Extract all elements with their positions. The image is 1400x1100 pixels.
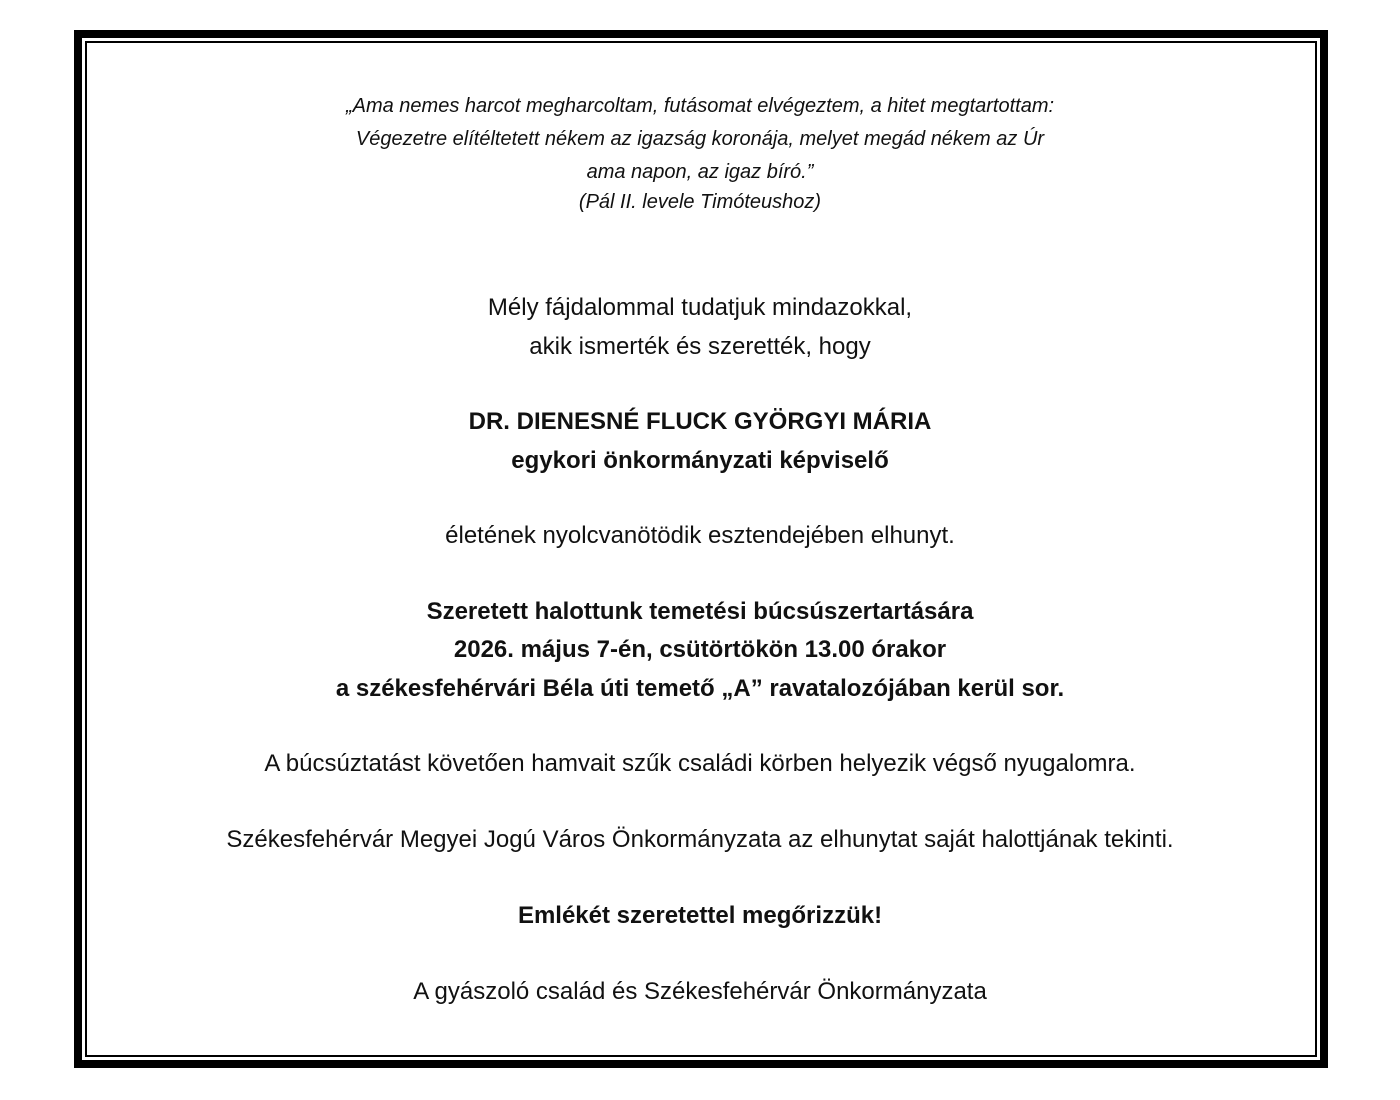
- funeral-line-3: a székesfehérvári Béla úti temető „A” ravatalozójában kerül sor.: [335, 675, 1065, 702]
- signature-text: A gyászoló család és Székesfehérvár Önkormányzata: [413, 978, 987, 1005]
- age-text: életének nyolcvanötödik esztendejében elhunyt.: [445, 522, 955, 549]
- intro-line-1: Mély fájdalommal tudatjuk mindazokkal,: [487, 294, 913, 321]
- memory-text: Emlékét szeretettel megőrizzük!: [517, 902, 883, 929]
- deceased-name: DR. DIENESNÉ FLUCK GYÖRGYI MÁRIA: [468, 408, 932, 435]
- quote-source: (Pál II. levele Timóteushoz): [578, 191, 822, 213]
- quote-line-1: „Ama nemes harcot megharcoltam, futásomat elvégeztem, a hitet megtartottam:: [345, 95, 1055, 117]
- deceased-role: egykori önkormányzati képviselő: [511, 447, 889, 474]
- funeral-line-1: Szeretett halottunk temetési búcsúszertartására: [426, 598, 974, 625]
- funeral-line-2: 2026. május 7-én, csütörtökön 13.00 órakor: [453, 636, 947, 663]
- quote-line-2: Végezetre elítéltetett nékem az igazság koronája, melyet megád nékem az Úr: [355, 128, 1045, 150]
- burial-text: A búcsúztatást követően hamvait szűk családi körben helyezik végső nyugalomra.: [264, 750, 1136, 777]
- quote-line-3: ama napon, az igaz bíró.”: [586, 161, 814, 183]
- intro-line-2: akik ismerték és szerették, hogy: [529, 333, 871, 360]
- city-text: Székesfehérvár Megyei Jogú Város Önkormányzata az elhunytat saját halottjának tekinti.: [226, 826, 1174, 853]
